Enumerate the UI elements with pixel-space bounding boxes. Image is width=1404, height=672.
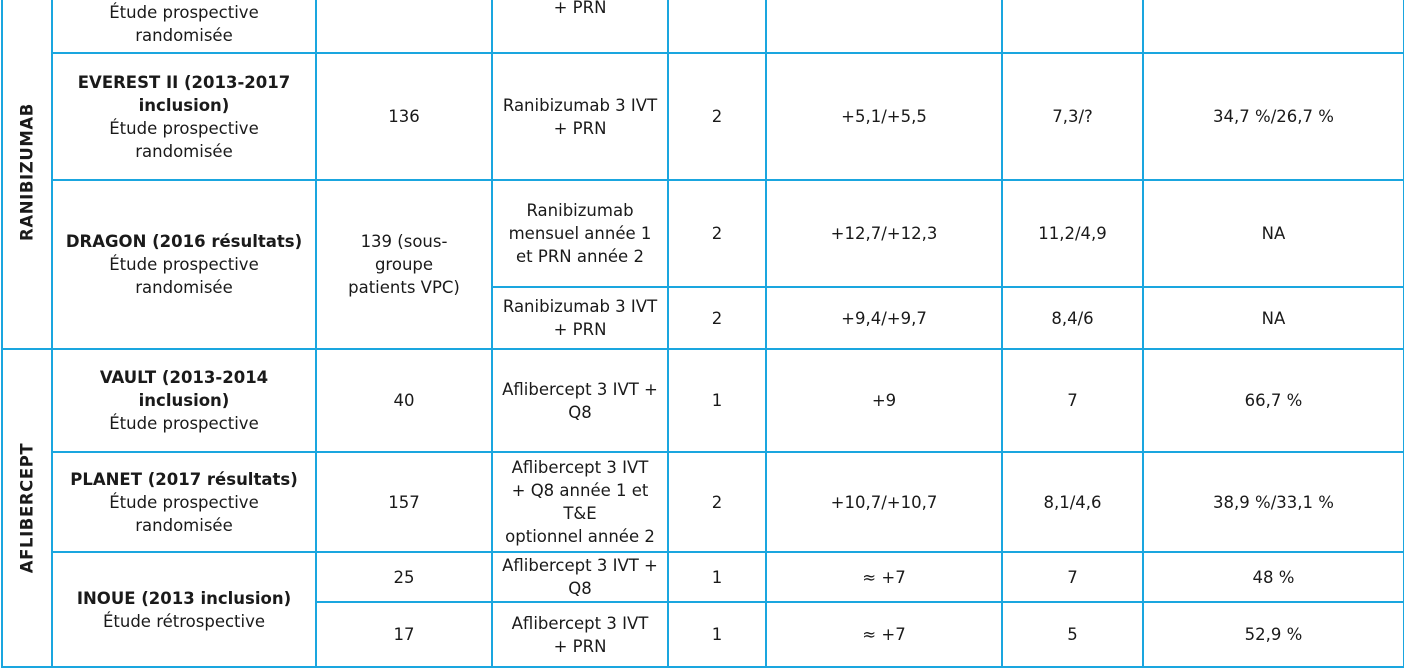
group-label-cell [2, 0, 52, 349]
gain-cell: +9,4/+9,7 [766, 287, 1002, 349]
study-cell [52, 0, 316, 53]
injections-cell: 5 [1002, 602, 1143, 667]
study-description: randomisée [135, 141, 233, 161]
patients-text: groupe [374, 255, 434, 274]
injections-cell: 7,3/? [1002, 53, 1143, 180]
treatment-cell: Aflibercept 3 IVT + Q8 [492, 349, 668, 452]
gain-cell [766, 0, 1002, 53]
patients-cell: 17 [316, 602, 492, 667]
patients-text: patients VPC) [348, 278, 460, 297]
treatment-text: Aflibercept 3 IVT [511, 458, 649, 477]
study-description: Étude prospective [109, 255, 259, 274]
treatment-cell [492, 0, 668, 53]
treatment-text: + PRN [553, 0, 607, 17]
group-label-cell [2, 349, 52, 667]
treatment-text: et PRN année 2 [516, 247, 644, 266]
study-description: Étude prospective [109, 3, 259, 22]
treatment-text: + PRN [553, 636, 607, 656]
gain-cell: +5,1/+5,5 [766, 53, 1002, 180]
group-label-ranibizumab: RANIBIZUMAB [17, 103, 37, 241]
treatment-text: Ranibizumab 3 IVT [502, 297, 658, 316]
patients-cell: 157 [316, 452, 492, 552]
study-description: randomisée [135, 26, 233, 45]
treatment-text: Ranibizumab [526, 201, 634, 220]
treatment-text: optionnel année 2 [505, 527, 655, 546]
study-name: EVEREST II (2013-2017 [77, 72, 291, 92]
study-name: PLANET (2017 résultats) [70, 469, 298, 489]
table-row [2, 452, 1404, 552]
study-cell [52, 349, 316, 452]
patients-cell: 136 [316, 53, 492, 180]
study-description: Étude prospective [109, 118, 259, 138]
injections-cell: 7 [1002, 349, 1143, 452]
treatment-cell [492, 287, 668, 349]
treatment-text: Ranibizumab 3 IVT [502, 95, 658, 115]
table-row [2, 0, 1404, 53]
gain-cell: +9 [766, 349, 1002, 452]
years-cell: 2 [668, 180, 766, 287]
study-cell [52, 180, 316, 349]
years-cell: 2 [668, 287, 766, 349]
result-cell: 34,7 %/26,7 % [1143, 53, 1404, 180]
treatment-text: + PRN [553, 118, 607, 138]
study-description: randomisée [135, 515, 233, 535]
study-cell [52, 53, 316, 180]
injections-cell: 8,1/4,6 [1002, 452, 1143, 552]
years-cell: 2 [668, 53, 766, 180]
result-cell: 52,9 % [1143, 602, 1404, 667]
gain-cell: +12,7/+12,3 [766, 180, 1002, 287]
patients-cell: 25 [316, 552, 492, 602]
result-cell: NA [1143, 180, 1404, 287]
study-description: randomisée [135, 278, 233, 297]
study-name: VAULT (2013-2014 [99, 368, 269, 387]
study-name: DRAGON (2016 résultats) [65, 232, 303, 251]
injections-cell: 11,2/4,9 [1002, 180, 1143, 287]
injections-cell [1002, 0, 1143, 53]
injections-cell: 8,4/6 [1002, 287, 1143, 349]
study-results-table [1, 0, 1404, 668]
result-cell: NA [1143, 287, 1404, 349]
gain-cell: +10,7/+10,7 [766, 452, 1002, 552]
result-cell: 66,7 % [1143, 349, 1404, 452]
study-name: inclusion) [138, 391, 230, 410]
study-cell [52, 452, 316, 552]
treatment-text: mensuel année 1 [508, 224, 652, 243]
study-description: Étude prospective [109, 492, 259, 512]
study-description: Étude prospective [109, 414, 259, 433]
years-cell: 1 [668, 602, 766, 667]
treatment-cell [492, 452, 668, 552]
study-description: Étude rétrospective [102, 611, 266, 631]
result-cell [1143, 0, 1404, 53]
treatment-text: Aflibercept 3 IVT [511, 613, 649, 633]
result-cell: 38,9 %/33,1 % [1143, 452, 1404, 552]
years-cell [668, 0, 766, 53]
treatment-text: + PRN [553, 320, 607, 339]
result-cell: 48 % [1143, 552, 1404, 602]
treatment-text: + Q8 année 1 et T&E [511, 481, 649, 523]
study-name: INOUE (2013 inclusion) [76, 588, 292, 608]
years-cell: 2 [668, 452, 766, 552]
treatment-cell [492, 602, 668, 667]
injections-cell: 7 [1002, 552, 1143, 602]
treatment-cell: Aflibercept 3 IVT + Q8 [492, 552, 668, 602]
table-row [2, 349, 1404, 452]
table-row [2, 552, 1404, 602]
patients-cell [316, 180, 492, 349]
patients-cell: 40 [316, 349, 492, 452]
patients-cell [316, 0, 492, 53]
study-cell [52, 552, 316, 667]
years-cell: 1 [668, 349, 766, 452]
gain-cell: ≈ +7 [766, 602, 1002, 667]
group-label-aflibercept: AFLIBERCEPT [17, 442, 37, 574]
gain-cell: ≈ +7 [766, 552, 1002, 602]
years-cell: 1 [668, 552, 766, 602]
table-row [2, 53, 1404, 180]
patients-text: 139 (sous- [360, 232, 448, 251]
study-name: inclusion) [138, 95, 230, 115]
treatment-cell [492, 180, 668, 287]
treatment-cell [492, 53, 668, 180]
table-row [2, 180, 1404, 287]
